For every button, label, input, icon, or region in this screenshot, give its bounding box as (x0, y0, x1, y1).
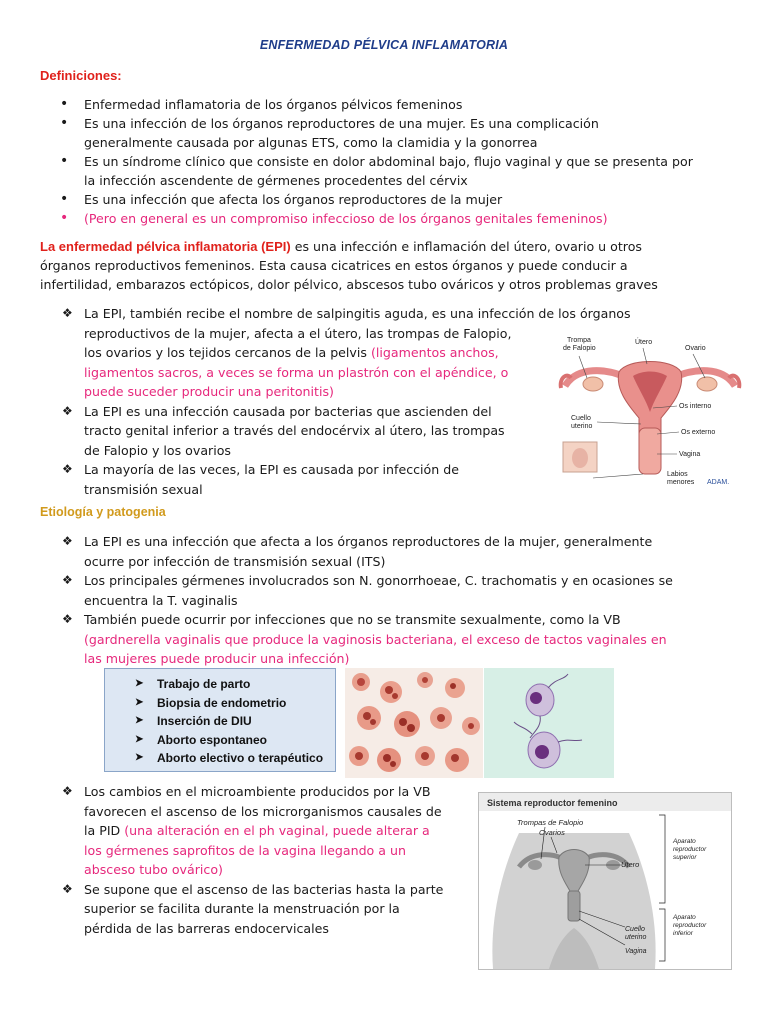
label-trompa: Trompa (567, 337, 591, 344)
repro-label-sup2: reproductor (673, 846, 707, 853)
intro-paragraph: La enfermedad pélvica inflamatoria (EPI) es una infección e inflamación del útero, ovario u otros órganos reproductivos femeninos. Esta causa cicatrices en estos órganos y puede conducir a infertilidad, embarazos ectópicos, dolor pélvico, abscesos tubo ováricos y otros problemas graves (40, 239, 658, 292)
repro-label-inf3: inferior (673, 930, 693, 937)
list-item: ❖ La EPI es una infección causada por bacterias que ascienden del tracto genital inferior a través del endocérvix al útero, las trompas de Falopio y los ovarios (62, 403, 505, 458)
repro-label-sup3: superior (673, 854, 697, 861)
list-item: • (Pero en general es un compromiso infeccioso de los órganos genitales femeninos) (60, 210, 608, 226)
label-falopio: de Falopio (563, 345, 596, 352)
repro-label-uterino: uterino (625, 934, 647, 941)
microscopy-cells-image (345, 668, 483, 778)
repro-label-trompas: Trompas de Falopio (517, 818, 584, 827)
label-brand: ADAM. (707, 479, 730, 486)
list-item: ➤ Aborto electivo o terapéutico (135, 751, 324, 765)
uterus-anatomy-image (557, 328, 743, 492)
list-item: ❖ La mayoría de las veces, la EPI es causada por infección de transmisión sexual (62, 462, 459, 497)
list-item: ❖ La EPI, también recibe el nombre de salpingitis aguda, es una infección de los órganos reproductivos de la mujer, afecta a el útero, las trompas de Falopio, los ovarios y los tejidos cercanos de la pelvis (ligamentos anchos, ligamentos sacros, a veces se forma un plastrón con el apéndice, o puede suceder producir una peritonitis) (62, 306, 631, 399)
etiologia-heading: Etiología y patogenia (40, 505, 166, 519)
definiciones-heading: Definiciones: (40, 68, 122, 83)
micro-list (60, 782, 480, 938)
repro-label-utero: Útero (621, 860, 640, 869)
reproductive-system-image (478, 792, 732, 970)
list-item: ➤ Inserción de DIU (135, 714, 252, 728)
list-item: ➤ Aborto espontaneo (135, 732, 267, 747)
list-item: ❖ La EPI es una infección que afecta a los órganos reproductores de la mujer, generalmente ocurre por infección de transmisión sexual (ITS) (62, 534, 653, 569)
microscopy-trichomonas-image (484, 668, 614, 778)
list-item: ➤ Trabajo de parto (135, 677, 251, 691)
etiologia-list (60, 532, 740, 669)
label-uterino: uterino (571, 423, 593, 430)
label-utero: Útero (635, 339, 653, 346)
repro-label-vagina: Vagina (625, 948, 647, 955)
page-title: ENFERMEDAD PÉLVICA INFLAMATORIA (259, 38, 509, 52)
list-item: ❖ Se supone que el ascenso de las bacterias hasta la parte superior se facilita durante la menstruación por la pérdida de las barreras endocervicales (62, 881, 444, 936)
list-item: • Es una infección que afecta los órganos reproductores de la mujer (60, 191, 503, 207)
label-os-externo: Os externo (681, 429, 716, 436)
risk-factors-box (104, 668, 336, 772)
repro-label-sup1: Aparato (673, 838, 696, 845)
repro-label-ovarios: Ovarios (539, 828, 565, 837)
repro-label-cuello: Cuello (625, 926, 645, 933)
label-ovario: Ovario (685, 345, 706, 352)
label-vagina: Vagina (679, 451, 701, 458)
list-item: ➤ Biopsia de endometrio (135, 695, 287, 710)
label-labios: Labios (667, 471, 688, 478)
label-cuello: Cuello (571, 415, 591, 422)
repro-label-inf1: Aparato (673, 914, 696, 921)
repro-title: Sistema reproductor femenino (487, 798, 618, 808)
intro-term: La enfermedad pélvica inflamatoria (EPI) (40, 239, 291, 254)
list-item: • Es un síndrome clínico que consiste en dolor abdominal bajo, flujo vaginal y que se presenta por la infección ascendente de gérmenes procedentes del cérvix (60, 153, 693, 188)
list-item: ❖ Los principales gérmenes involucrados son N. gonorrhoeae, C. trachomatis y en ocasiones se encuentra la T. vaginalis (62, 573, 673, 608)
list-item: • Enfermedad inflamatoria de los órganos pélvicos femeninos (60, 96, 463, 112)
list-item: ❖ También puede ocurrir por infecciones que no se transmite sexualmente, como la VB (gardnerella vaginalis que produce la vaginosis bacteriana, el exceso de tactos vaginales en las mujeres puede producir una infección) (62, 612, 667, 666)
label-menores: menores (667, 479, 695, 486)
repro-label-inf2: reproductor (673, 922, 707, 929)
label-os-interno: Os interno (679, 403, 712, 410)
list-item: • Es una infección de los órganos reproductores de una mujer. Es una complicación generalmente causada por algunas ETS, como la clamidia y la gonorrea (60, 115, 599, 150)
definiciones-list (60, 95, 730, 228)
list-item: ❖ Los cambios en el microambiente producidos por la VB favorecen el ascenso de los microrganismos causales de la PID (una alteración en el ph vaginal, puede alterar a los gérmenes saprofitos de la vagina llegando a un absceso tubo ovárico) (62, 784, 442, 877)
